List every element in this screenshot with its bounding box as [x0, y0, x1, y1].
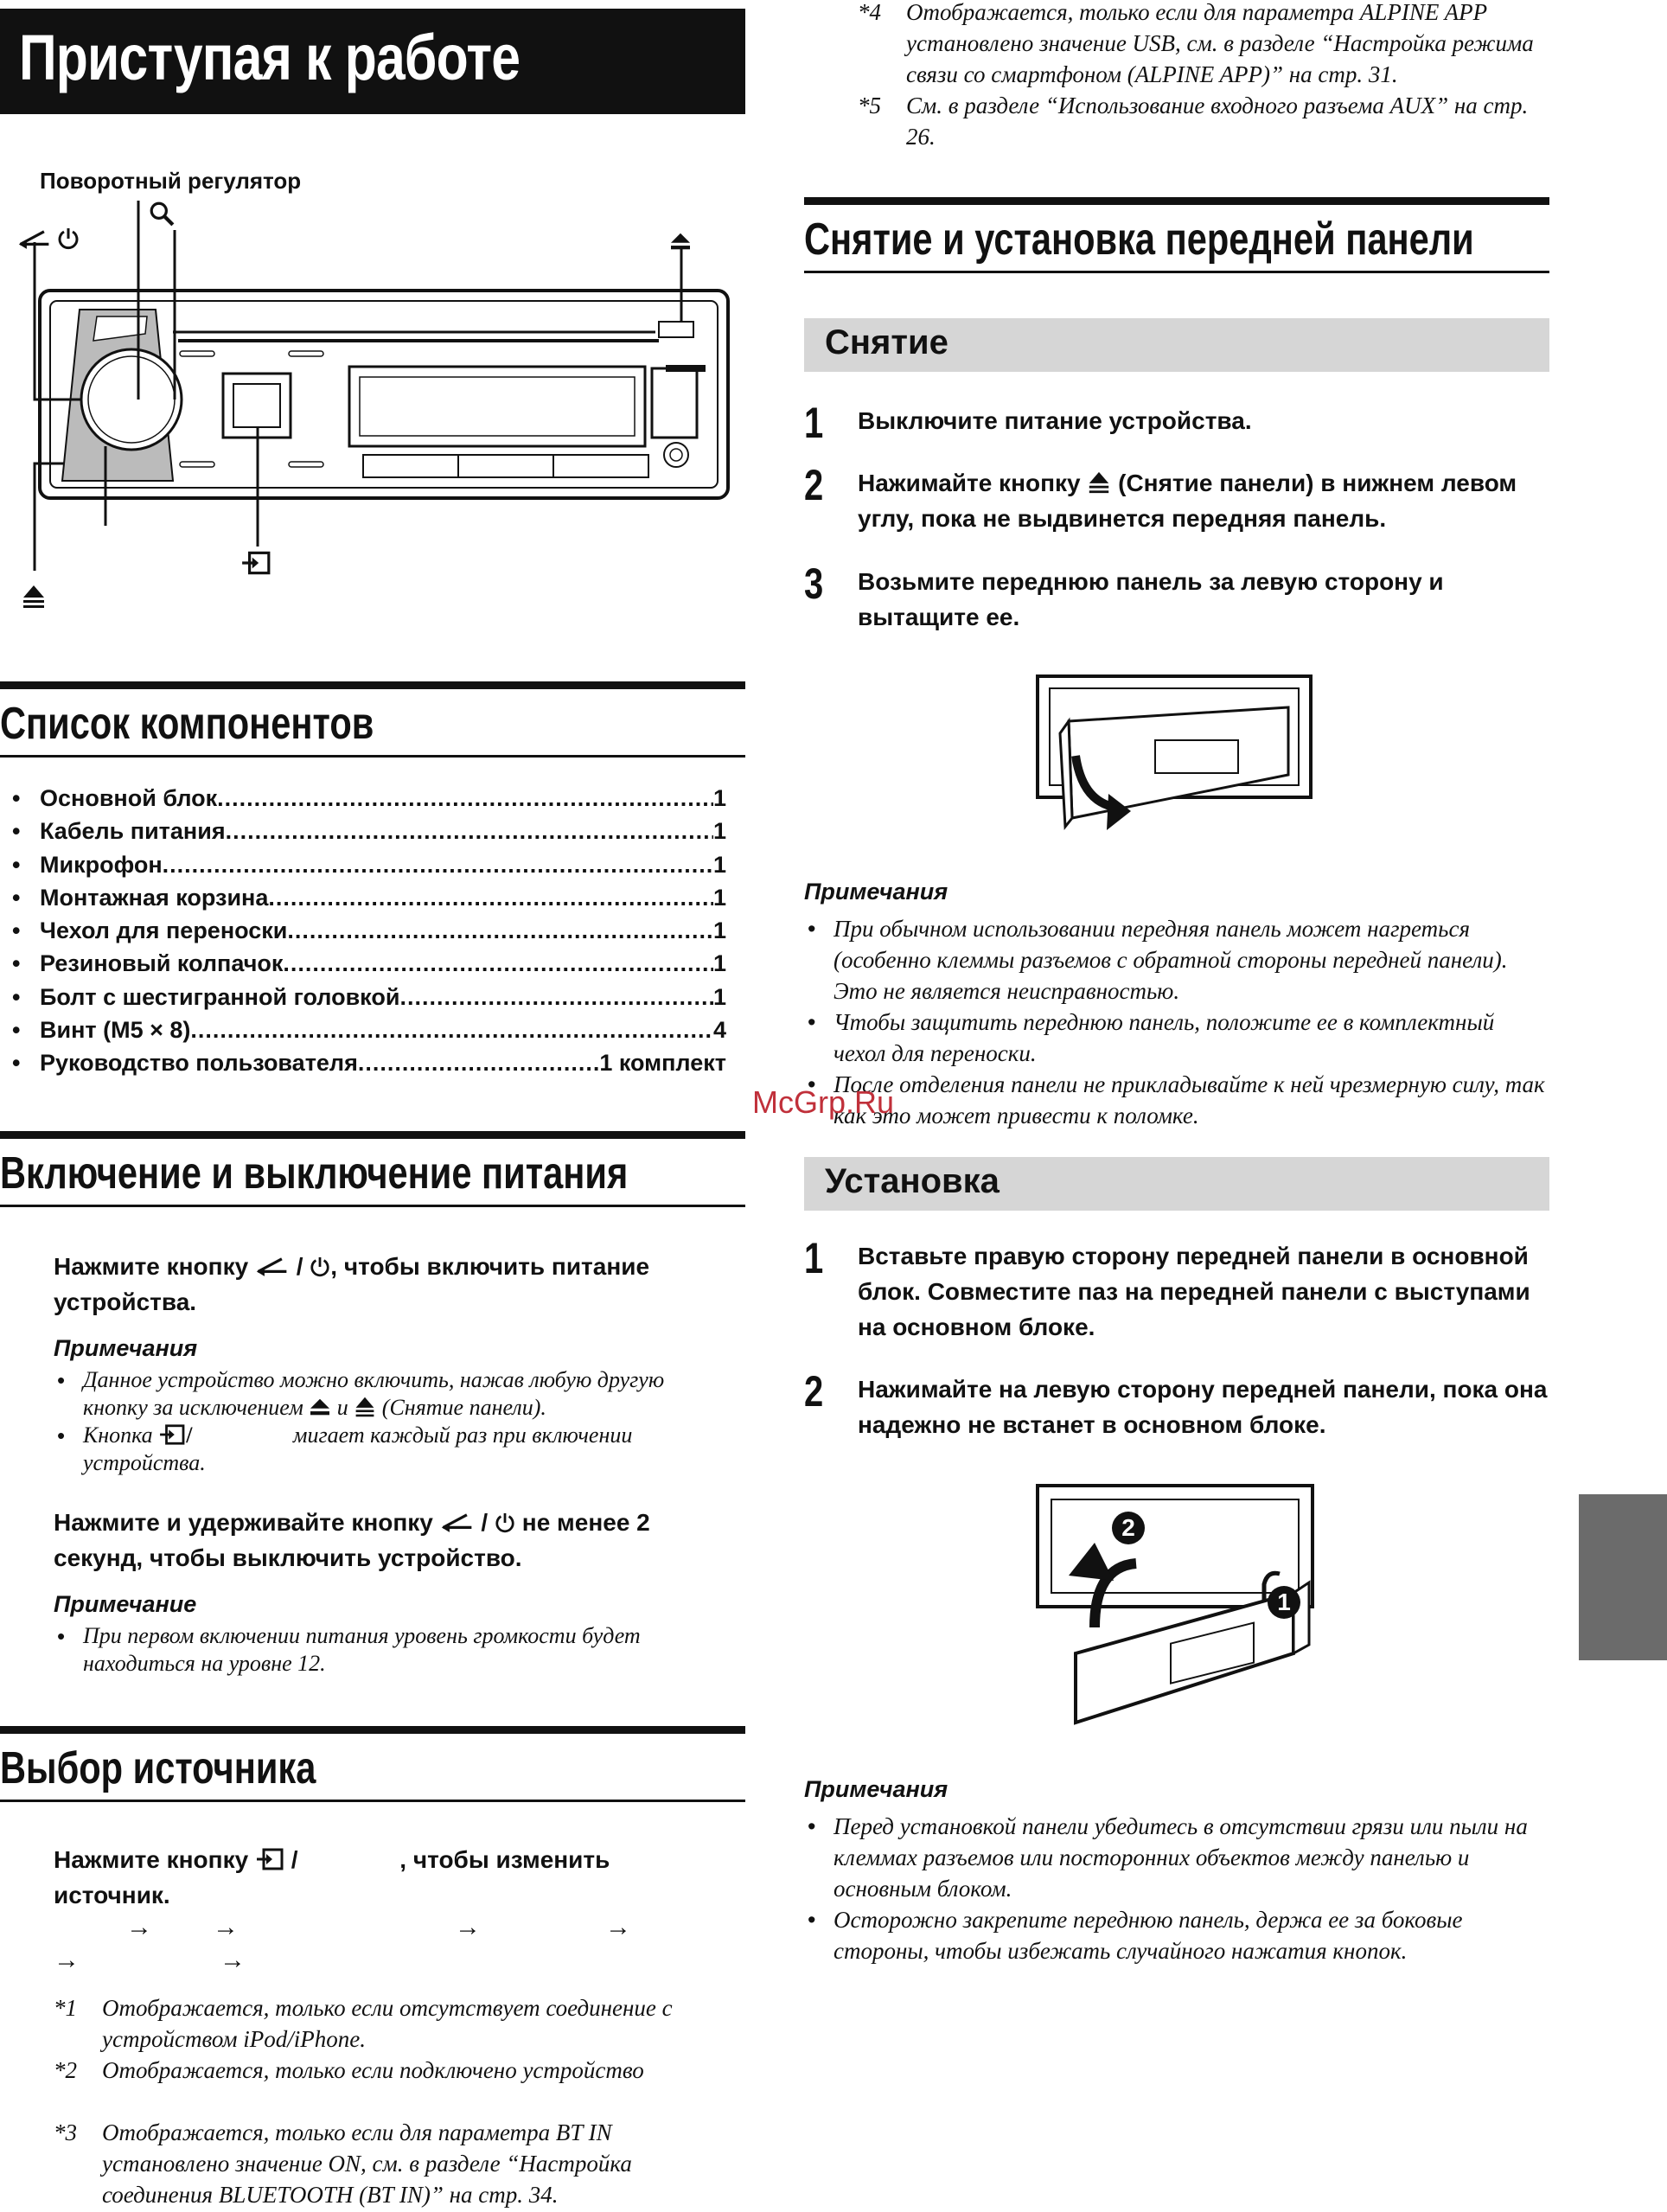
- parts-section-title: Список компонентов: [0, 699, 374, 749]
- list-item: • Чехол для переноски ..... 1: [12, 917, 726, 950]
- list-item: • Винт (M5 × 8) ..... 4: [12, 1017, 726, 1050]
- search-icon: [149, 201, 175, 227]
- panel-release-icon: [1087, 470, 1111, 495]
- list-item: • Кабель питания ..... 1: [12, 818, 726, 851]
- panel-release-icon: [354, 1396, 376, 1418]
- list-item: • Резиновый колпачок ..... 1: [12, 950, 726, 983]
- install-notes: [804, 1811, 1548, 1966]
- badge-1: 1: [1268, 1586, 1300, 1619]
- power-back-icon: [440, 1512, 475, 1532]
- list-item: • Руководство пользователя ..... 1 комплект: [12, 1050, 726, 1083]
- power-icon: [495, 1512, 515, 1534]
- power-on-instruction: Нажмите кнопку / , чтобы включить питание устройства.: [54, 1253, 650, 1315]
- panel-section-header: [804, 197, 1549, 273]
- sequence-arrow: →: [54, 1946, 80, 1974]
- power-section-title: Включение и выключение питания: [0, 1148, 629, 1199]
- power-note-title: Примечание: [54, 1591, 197, 1617]
- source-section-title: Выбор источника: [0, 1743, 316, 1793]
- removal-title: Снятие: [825, 323, 948, 361]
- install-notes-title: Примечания: [804, 1776, 948, 1802]
- list-item: • Основной блок ..... 1: [12, 785, 726, 818]
- badge-2: 2: [1112, 1512, 1145, 1544]
- device-front-illustration: [0, 195, 745, 628]
- install-subheader: [804, 1157, 1549, 1211]
- eject-icon: [667, 232, 693, 251]
- removal-notes-title: Примечания: [804, 879, 948, 905]
- removal-illustration: [1034, 673, 1319, 837]
- list-item: • После отделения панели не прикладывайте к ней чрезмерную силу, так как это может привести к поломке.: [804, 1069, 1548, 1131]
- sequence-arrow: →: [220, 1946, 246, 1974]
- list-item: • Осторожно закрепите переднюю панель, держа ее за боковые стороны, чтобы избежать случайного нажатия кнопок.: [804, 1904, 1548, 1966]
- sequence-arrow: →: [455, 1913, 481, 1941]
- source-icon: [158, 1423, 186, 1446]
- power-notes: [54, 1366, 719, 1477]
- side-tab: [1579, 1494, 1667, 1660]
- list-item: • Монтажная корзина ..... 1: [12, 885, 726, 917]
- source-icon: [255, 1847, 284, 1871]
- power-back-icon: [17, 228, 52, 249]
- list-item: • Микрофон ..... 1: [12, 852, 726, 885]
- power-off-instruction: Нажмите и удерживайте кнопку / не менее 2 секунд, чтобы выключить устройство.: [54, 1509, 650, 1571]
- list-item: • При первом включении питания уровень громкости будет находиться на уровне 12.: [54, 1622, 719, 1678]
- removal-notes: [804, 913, 1548, 1131]
- eject-icon: [309, 1397, 331, 1416]
- install-title: Установка: [825, 1162, 1000, 1200]
- parts-list: [12, 785, 726, 1084]
- power-section-header: [0, 1131, 745, 1207]
- sequence-arrow: →: [213, 1913, 239, 1941]
- dial-label: Поворотный регулятор: [40, 168, 302, 194]
- sequence-arrow: →: [126, 1913, 152, 1941]
- page-title: Приступая к работе: [19, 22, 521, 93]
- list-item: • Чтобы защитить переднюю панель, положите ее в комплектный чехол для переноски.: [804, 1007, 1548, 1069]
- power-note: [54, 1622, 719, 1678]
- power-icon: [57, 227, 80, 251]
- removal-subheader: [804, 318, 1549, 372]
- power-notes-title: Примечания: [54, 1335, 198, 1361]
- page-title-banner: [0, 9, 745, 114]
- source-icon: [240, 550, 271, 576]
- list-item: • Перед установкой панели убедитесь в отсутствии грязи или пыли на клеммах разъемов или посторонних объектов между панелью и основным блоком.: [804, 1811, 1548, 1904]
- list-item: • Данное устройство можно включить, нажав любую другую кнопку за исключением и (Снятие панели).: [54, 1366, 719, 1422]
- sequence-arrow: →: [605, 1913, 631, 1941]
- source-instruction: Нажмите кнопку / , чтобы изменить источник.: [54, 1846, 610, 1908]
- power-back-icon: [255, 1256, 290, 1276]
- source-sequence: [0, 1913, 745, 1982]
- panel-section-title: Снятие и установка передней панели: [804, 214, 1474, 265]
- panel-release-icon: [21, 583, 47, 611]
- parts-section-header: [0, 681, 745, 758]
- list-item: • Кнопка / мигает каждый раз при включении устройства.: [54, 1422, 719, 1477]
- list-item: • При обычном использовании передняя панель может нагреться (особенно клеммы разъемов с обратной стороны передней панели). Это не является неисправностью.: [804, 913, 1548, 1007]
- watermark: McGrp.Ru: [752, 1084, 895, 1120]
- source-section-header: [0, 1726, 745, 1802]
- list-item: • Болт с шестигранной головкой ..... 1: [12, 984, 726, 1017]
- power-icon: [310, 1256, 330, 1278]
